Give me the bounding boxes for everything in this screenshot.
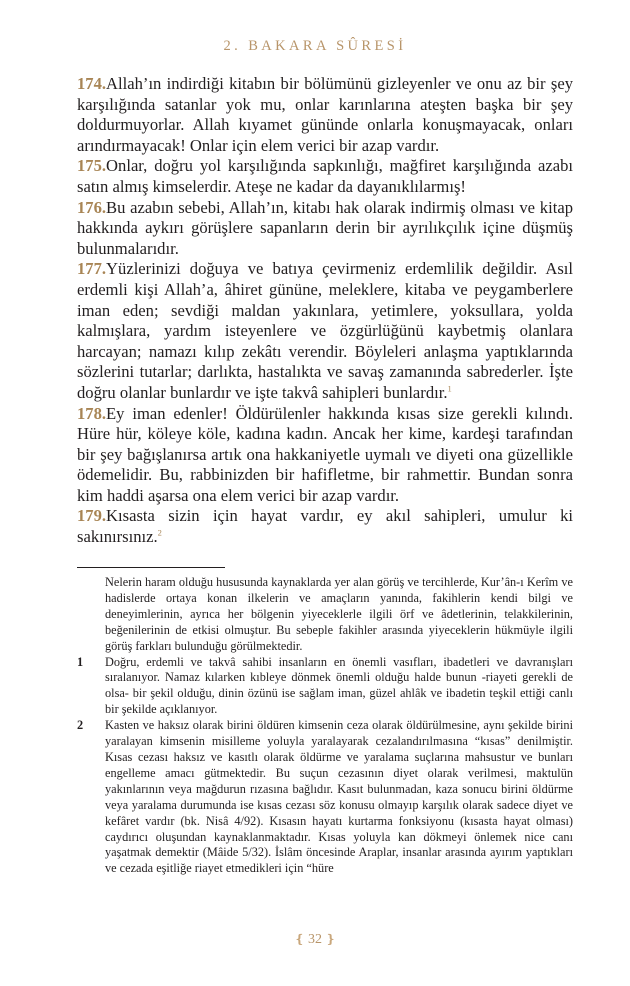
- left-ornament-icon: ❴: [294, 932, 305, 946]
- verse-number: 176.: [77, 197, 107, 217]
- footnote-divider: [77, 567, 225, 568]
- verse: [77, 156, 573, 197]
- footnote: [77, 575, 573, 655]
- verse-number: 177.: [77, 259, 107, 279]
- verse-block: [77, 74, 573, 548]
- footnote-text: Nelerin haram olduğu hususunda kaynaklarda yer alan görüş ve tercihlerde, Kur’ân-ı Kerîm ve hadislerde ortaya konan ilkelerin ve amaçların yanında, fakihlerin kendi bilgi ve deneyimlerinin, ayrıca her bölgenin yiyeceklerle ilgili örf ve âdetlerinin, telakkilerinin, beğenilerinin de etkisi olmuştur. Bu sebeple fakihler arasında yiyeceklerin hükmüyle ilgili görüş farkları bulunduğu görülmektedir.: [105, 575, 573, 653]
- verse-text: Ey iman edenler! Öldürülenler hakkında kısas size gerekli kılındı. Hüre hür, köleye köle, kadına kadın. Ancak her kime, kardeşi tarafından bir şey bağışlanırsa artık ona hakkaniyetle uymalı ve diyeti ona güzellikle ödemelidir. Bu, rabbinizden bir hafifletme, bir rahmettir. Bundan sonra kim haddi aşarsa ona elem verici bir azap vardır.: [77, 403, 573, 505]
- page-header: 2. BAKARA SÛRESİ: [223, 38, 407, 54]
- page-number: [0, 932, 630, 948]
- verse-number: 178.: [77, 403, 107, 423]
- verse: [77, 404, 573, 507]
- verse: [77, 506, 573, 547]
- footnote-block: [77, 575, 573, 877]
- verse-number: 179.: [77, 506, 107, 526]
- footnote-text: Doğru, erdemli ve takvâ sahibi insanların en önemli vasıfları, ibadetleri ve davranışları sıralanıyor. Namaz kılarken kıbleye dönmek önemli olduğu halde bunun -riayeti gerekli de olsa- bir şekil olduğu, dinin özünü ise sağlam iman, güzel ahlâk ve ibadetin teşkil ettiği canlı bir şekilde açıklanıyor.: [105, 654, 573, 717]
- page-number-text: 32: [308, 932, 322, 947]
- right-ornament-icon: ❵: [325, 932, 336, 946]
- footnote-reference: 1: [447, 383, 452, 394]
- footnote-number: 2: [77, 718, 84, 733]
- footnote-reference: 2: [157, 527, 162, 538]
- verse-text: Yüzlerinizi doğuya ve batıya çevirmeniz erdemlilik değildir. Asıl erdemli kişi Allah’a, âhiret gününe, meleklere, kitaba ve peygamberlere iman eden; sevdiği maldan yakınlara, yetimlere, yoksullara, yolda kalmışlara, yardım isteyenlere ve özgürlüğünü kaybetmiş olanlara harcayan; namazı kılıp zekâtı verendir. Böyleleri anlaşma yaptıklarında sözlerini tutarlar; darlıkta, hastalıkta ve savaş zamanında sabrederler. İşte doğru olanlar bunlardır ve işte takvâ sahipleri bunlardır.: [77, 259, 573, 402]
- footnote-text: Kasten ve haksız olarak birini öldüren kimsenin ceza olarak öldürülmesine, aynı şekilde birini yaralayan kimsenin misilleme yoluyla yaralayarak cezalandırılmasına “kısas” denilmiştir. Kısas cezası haksız ve kasıtlı olarak öldürme ve yaralama suçlarına mahsustur ve bunları engelleme amacı gütmektedir. Bu suçun cezasının diyet olarak verilmesi, maktulün yakınlarının veya mağdurun rızasına bağlıdır. Kasıt bulunmadan, kaza sonucu birini öldürme veya yaralama durumunda ise kısas cezası söz konusu olmayıp karşılık olarak sadece diyet ve kefâret vardır (bk. Nisâ 4/92). Kısasın hayatı kurtarma fonksiyonu (kısasta hayat olması) caydırıcı oluşundan kaynaklanmaktadır. Kısas yoluyla kan dökmeyi önlemek nice canı yaşatmak demektir (Mâide 5/32). İslâm öncesinde Araplar, insanlar arasında ayırım yaptıkları ve cezada eşitliğe riayet etmedikleri için “hüre: [105, 718, 573, 876]
- verse: [77, 198, 573, 260]
- verse: [77, 74, 573, 156]
- footnote: [77, 655, 573, 719]
- verse-number: 174.: [77, 74, 107, 93]
- verse: [77, 259, 573, 403]
- verse-text: Allah’ın indirdiği kitabın bir bölümünü gizleyenler ve onu az bir şey karşılığında satanlar yok mu, onlar karınlarına ateşten başka bir şey doldurmuyorlar. Allah kıyamet gününde onlarla konuşmayacak, onları arındırmayacak! Onlar için elem verici bir azap vardır.: [77, 74, 573, 155]
- verse-text: Onlar, doğru yol karşılığında sapkınlığı, mağfiret karşılığında azabı satın almış kimselerdir. Ateşe ne kadar da dayanıklılarmış!: [77, 156, 573, 196]
- footnote: [77, 718, 573, 877]
- verse-text: Bu azabın sebebi, Allah’ın, kitabı hak olarak indirmiş olması ve kitap hakkında aykırı görüşlere sapanların derin bir ayrılıkçılık içine düşmüş bulunmalarıdır.: [77, 197, 573, 258]
- verse-number: 175.: [77, 156, 107, 176]
- verse-text: Kısasta sizin için hayat vardır, ey akıl sahipleri, umulur ki sakınırsınız.: [77, 506, 573, 547]
- footnote-number: 1: [77, 654, 84, 669]
